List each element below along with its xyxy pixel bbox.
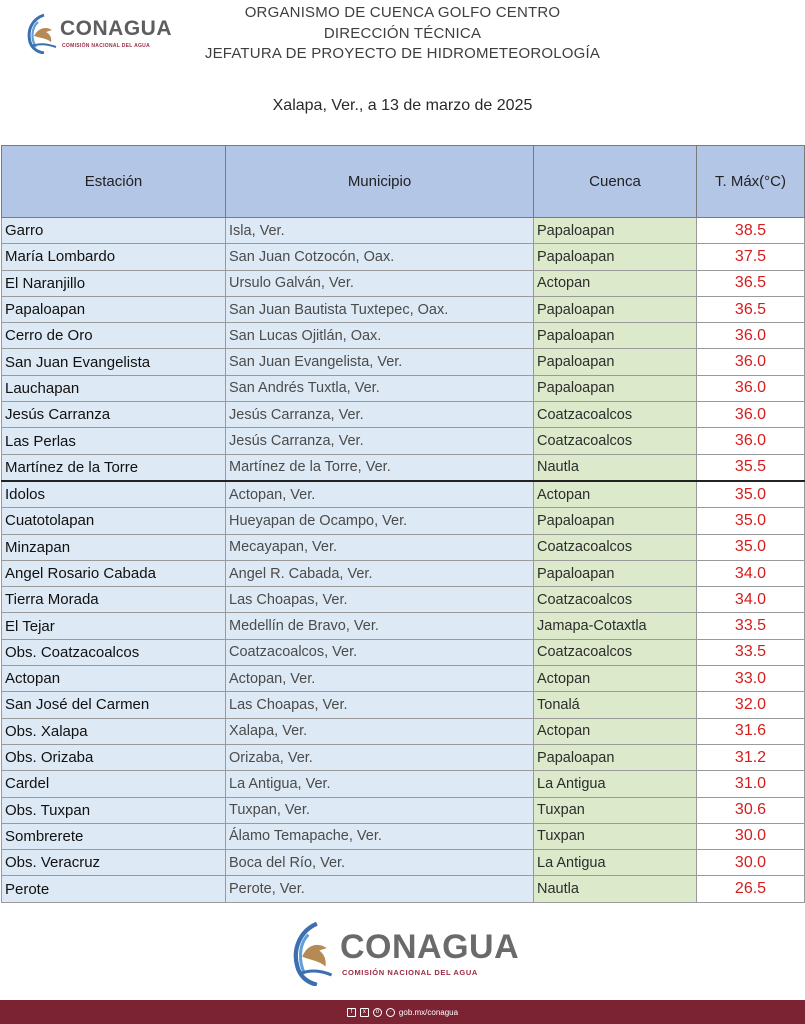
station-cell: Obs. Tuxpan	[2, 797, 226, 823]
table-row	[2, 823, 805, 849]
max-temp-cell: 34.0	[697, 560, 805, 586]
instagram-icon[interactable]: o	[373, 1008, 382, 1017]
municipality-cell: La Antigua, Ver.	[226, 771, 534, 797]
table-row	[2, 349, 805, 375]
municipality-cell: Perote, Ver.	[226, 876, 534, 902]
station-cell: Angel Rosario Cabada	[2, 560, 226, 586]
table-row	[2, 692, 805, 718]
logo-wordmark: CONAGUA	[60, 17, 172, 40]
basin-cell: Papaloapan	[534, 560, 697, 586]
municipality-cell: Orizaba, Ver.	[226, 744, 534, 770]
max-temp-cell: 31.0	[697, 771, 805, 797]
basin-cell: Actopan	[534, 481, 697, 508]
table-row	[2, 244, 805, 270]
basin-cell: Actopan	[534, 718, 697, 744]
footer-logo-wordmark: CONAGUA	[340, 928, 520, 966]
max-temp-cell: 37.5	[697, 244, 805, 270]
logo-subtitle: COMISIÓN NACIONAL DEL AGUA	[62, 43, 150, 49]
table-row	[2, 560, 805, 586]
table-row	[2, 718, 805, 744]
station-cell: Sombrerete	[2, 823, 226, 849]
municipality-cell: Medellín de Bravo, Ver.	[226, 613, 534, 639]
table-row	[2, 534, 805, 560]
station-cell: Obs. Coatzacoalcos	[2, 639, 226, 665]
max-temp-cell: 35.0	[697, 481, 805, 508]
max-temp-cell: 35.0	[697, 534, 805, 560]
basin-cell: Coatzacoalcos	[534, 428, 697, 454]
office-name: JEFATURA DE PROYECTO DE HIDROMETEOROLOGÍA	[204, 45, 601, 62]
organization-name: ORGANISMO DE CUENCA GOLFO CENTRO	[244, 4, 561, 21]
station-cell: Cuatotolapan	[2, 508, 226, 534]
municipality-cell: Hueyapan de Ocampo, Ver.	[226, 508, 534, 534]
municipality-cell: Álamo Temapache, Ver.	[226, 823, 534, 849]
station-cell: Martínez de la Torre	[2, 454, 226, 481]
max-temp-cell: 30.0	[697, 823, 805, 849]
table-row	[2, 296, 805, 322]
basin-cell: Nautla	[534, 454, 697, 481]
column-header-station: Estación	[2, 146, 226, 218]
municipality-cell: Coatzacoalcos, Ver.	[226, 639, 534, 665]
column-header-max-temp: T. Máx(°C)	[697, 146, 805, 218]
basin-cell: Papaloapan	[534, 375, 697, 401]
municipality-cell: Mecayapan, Ver.	[226, 534, 534, 560]
footer-bar	[0, 1000, 805, 1024]
max-temp-cell: 30.0	[697, 850, 805, 876]
max-temp-cell: 33.0	[697, 666, 805, 692]
table-row	[2, 876, 805, 902]
basin-cell: Coatzacoalcos	[534, 402, 697, 428]
municipality-cell: Actopan, Ver.	[226, 666, 534, 692]
max-temp-cell: 36.5	[697, 270, 805, 296]
municipality-cell: San Andrés Tuxtla, Ver.	[226, 375, 534, 401]
municipality-cell: Jesús Carranza, Ver.	[226, 428, 534, 454]
conagua-emblem-icon	[24, 12, 60, 54]
max-temp-cell: 35.0	[697, 508, 805, 534]
max-temp-cell: 36.0	[697, 375, 805, 401]
basin-cell: Nautla	[534, 876, 697, 902]
station-cell: Cerro de Oro	[2, 323, 226, 349]
conagua-footer-logo	[290, 920, 530, 988]
max-temp-cell: 32.0	[697, 692, 805, 718]
table-row	[2, 323, 805, 349]
station-cell: Garro	[2, 218, 226, 244]
station-cell: Papaloapan	[2, 296, 226, 322]
basin-cell: Papaloapan	[534, 244, 697, 270]
table-row	[2, 850, 805, 876]
max-temp-cell: 36.5	[697, 296, 805, 322]
station-cell: El Tejar	[2, 613, 226, 639]
municipality-cell: Xalapa, Ver.	[226, 718, 534, 744]
table-row	[2, 797, 805, 823]
municipality-cell: Actopan, Ver.	[226, 481, 534, 508]
station-cell: Lauchapan	[2, 375, 226, 401]
municipality-cell: Las Choapas, Ver.	[226, 692, 534, 718]
station-cell: Jesús Carranza	[2, 402, 226, 428]
station-cell: María Lombardo	[2, 244, 226, 270]
municipality-cell: Ursulo Galván, Ver.	[226, 270, 534, 296]
max-temp-cell: 31.2	[697, 744, 805, 770]
municipality-cell: San Juan Evangelista, Ver.	[226, 349, 534, 375]
basin-cell: Tonalá	[534, 692, 697, 718]
table-row	[2, 481, 805, 508]
table-row	[2, 218, 805, 244]
x-twitter-icon[interactable]: x	[360, 1008, 369, 1017]
column-header-basin: Cuenca	[534, 146, 697, 218]
table-row	[2, 508, 805, 534]
column-header-municipality: Municipio	[226, 146, 534, 218]
municipality-cell: Martínez de la Torre, Ver.	[226, 454, 534, 481]
municipality-cell: Jesús Carranza, Ver.	[226, 402, 534, 428]
max-temp-cell: 36.0	[697, 402, 805, 428]
station-cell: Obs. Orizaba	[2, 744, 226, 770]
station-cell: Minzapan	[2, 534, 226, 560]
municipality-cell: San Lucas Ojitlán, Oax.	[226, 323, 534, 349]
municipality-cell: Boca del Río, Ver.	[226, 850, 534, 876]
basin-cell: Papaloapan	[534, 744, 697, 770]
basin-cell: Actopan	[534, 270, 697, 296]
footer-logo-subtitle: COMISIÓN NACIONAL DEL AGUA	[342, 968, 478, 977]
municipality-cell: San Juan Cotzocón, Oax.	[226, 244, 534, 270]
max-temp-cell: 36.0	[697, 323, 805, 349]
municipality-cell: Angel R. Cabada, Ver.	[226, 560, 534, 586]
municipality-cell: Tuxpan, Ver.	[226, 797, 534, 823]
max-temp-cell: 26.5	[697, 876, 805, 902]
max-temp-cell: 35.5	[697, 454, 805, 481]
table-row	[2, 666, 805, 692]
basin-cell: Papaloapan	[534, 323, 697, 349]
max-temp-cell: 38.5	[697, 218, 805, 244]
basin-cell: La Antigua	[534, 850, 697, 876]
document-heading	[150, 3, 655, 65]
table-header-row	[2, 146, 805, 218]
table-row	[2, 375, 805, 401]
station-cell: Las Perlas	[2, 428, 226, 454]
table-row	[2, 639, 805, 665]
max-temp-cell: 34.0	[697, 587, 805, 613]
table-row	[2, 587, 805, 613]
basin-cell: Papaloapan	[534, 218, 697, 244]
table-row	[2, 428, 805, 454]
max-temp-cell: 36.0	[697, 428, 805, 454]
basin-cell: Papaloapan	[534, 296, 697, 322]
basin-cell: Papaloapan	[534, 508, 697, 534]
department-name: DIRECCIÓN TÉCNICA	[323, 24, 482, 42]
website-icon[interactable]: ·	[386, 1008, 395, 1017]
basin-cell: Coatzacoalcos	[534, 639, 697, 665]
station-cell: Tierra Morada	[2, 587, 226, 613]
basin-cell: Coatzacoalcos	[534, 534, 697, 560]
station-cell: Perote	[2, 876, 226, 902]
table-row	[2, 744, 805, 770]
table-row	[2, 454, 805, 481]
station-cell: Obs. Xalapa	[2, 718, 226, 744]
basin-cell: Actopan	[534, 666, 697, 692]
basin-cell: Tuxpan	[534, 823, 697, 849]
max-temp-cell: 33.5	[697, 639, 805, 665]
station-cell: Idolos	[2, 481, 226, 508]
basin-cell: Tuxpan	[534, 797, 697, 823]
table-row	[2, 270, 805, 296]
table-row	[2, 771, 805, 797]
station-cell: Obs. Veracruz	[2, 850, 226, 876]
temperature-table	[1, 145, 805, 903]
table-row	[2, 613, 805, 639]
conagua-emblem-icon	[290, 920, 334, 986]
max-temp-cell: 36.0	[697, 349, 805, 375]
municipality-cell: Las Choapas, Ver.	[226, 587, 534, 613]
table-row	[2, 402, 805, 428]
basin-cell: La Antigua	[534, 771, 697, 797]
municipality-cell: Isla, Ver.	[226, 218, 534, 244]
max-temp-cell: 31.6	[697, 718, 805, 744]
municipality-cell: San Juan Bautista Tuxtepec, Oax.	[226, 296, 534, 322]
station-cell: Cardel	[2, 771, 226, 797]
document-date: Xalapa, Ver., a 13 de marzo de 2025	[272, 97, 533, 114]
footer-url[interactable]: gob.mx/conagua	[398, 1007, 459, 1017]
station-cell: Actopan	[2, 666, 226, 692]
max-temp-cell: 30.6	[697, 797, 805, 823]
station-cell: San José del Carmen	[2, 692, 226, 718]
basin-cell: Jamapa-Cotaxtla	[534, 613, 697, 639]
basin-cell: Coatzacoalcos	[534, 587, 697, 613]
max-temp-cell: 33.5	[697, 613, 805, 639]
basin-cell: Papaloapan	[534, 349, 697, 375]
station-cell: El Naranjillo	[2, 270, 226, 296]
station-cell: San Juan Evangelista	[2, 349, 226, 375]
facebook-icon[interactable]: f	[347, 1008, 356, 1017]
